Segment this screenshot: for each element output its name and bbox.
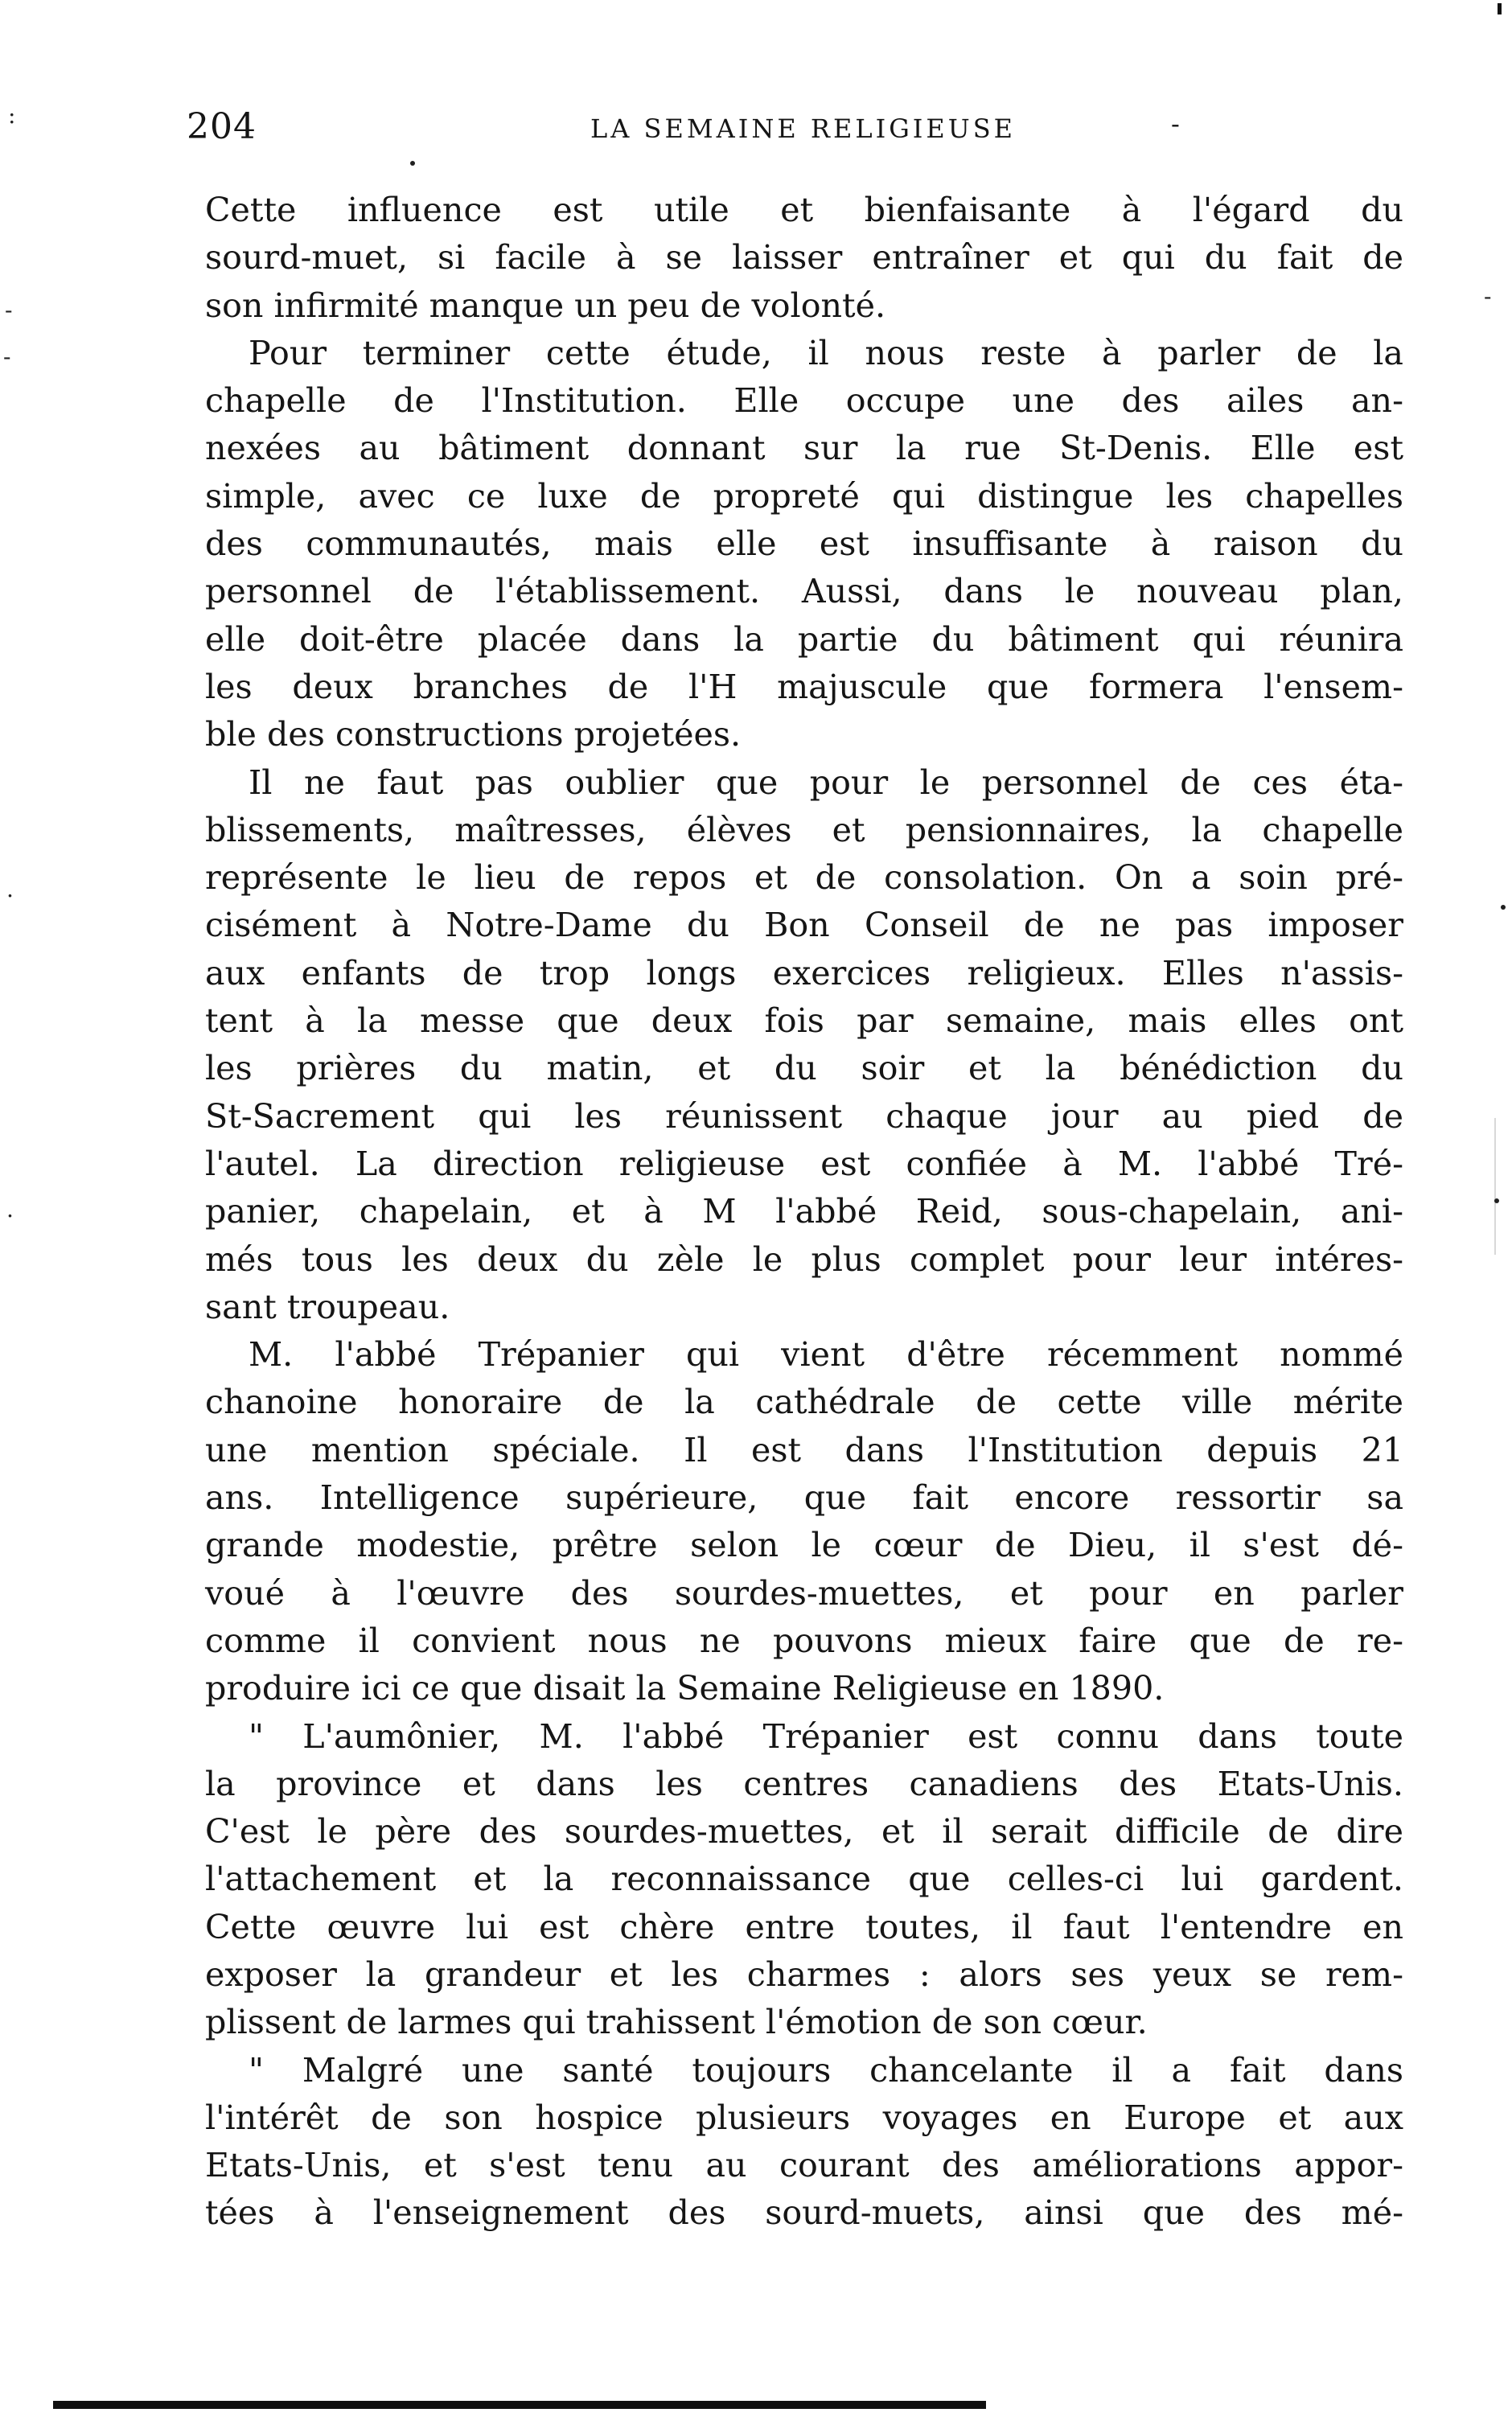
print-speck — [1494, 1198, 1499, 1203]
text-line-29: grande modestie, prêtre selon le cœur de Dieu, il s'est dé- — [205, 1526, 1403, 1565]
left-margin-mark-4: . — [6, 876, 14, 902]
text-line-30: voué à l'œuvre des sourdes-muettes, et pour en parler — [205, 1573, 1403, 1613]
text-line-5: chapelle de l'Institution. Elle occupe une des ailes an- — [205, 381, 1403, 421]
left-margin-mark-5: . — [6, 1196, 14, 1223]
text-line-34: la province et dans les centres canadiens des Etats-Unis. — [205, 1764, 1403, 1803]
print-speck — [410, 161, 415, 166]
print-speck — [1501, 905, 1506, 910]
text-line-6: nexées au bâtiment donnant sur la rue St-Denis. Elle est — [205, 429, 1403, 468]
text-line-31: comme il convient nous ne pouvons mieux faire que de re- — [205, 1621, 1403, 1660]
text-line-36: l'attachement et la reconnaissance que celles-ci lui gardent. — [205, 1860, 1403, 1899]
page-header — [187, 103, 1409, 159]
text-line-38: exposer la grandeur et les charmes : alors ses yeux se rem- — [205, 1954, 1403, 1994]
header-ornament: - — [1171, 109, 1180, 139]
left-margin-mark-3: - — [3, 343, 11, 370]
text-line-40: " Malgré une santé toujours chancelante il a fait dans — [249, 2050, 1403, 2090]
text-line-18: tent à la messe que deux fois par semaine, mais elles ont — [205, 1001, 1403, 1041]
text-line-10: elle doit-être placée dans la partie du bâtiment qui réunira — [205, 619, 1403, 659]
running-title: LA SEMAINE RELIGIEUSE — [590, 113, 1017, 144]
bottom-scan-rule — [53, 2401, 986, 2409]
text-line-35: C'est le père des sourdes-muettes, et il serait difficile de dire — [205, 1812, 1403, 1852]
text-line-32: produire ici ce que disait la Semaine Religieuse en 1890. — [205, 1669, 1165, 1708]
text-line-15: représente le lieu de repos et de consolation. On a soin pré- — [205, 858, 1403, 898]
text-line-7: simple, avec ce luxe de propreté qui distingue les chapelles — [205, 476, 1403, 516]
text-line-27: une mention spéciale. Il est dans l'Institution depuis 21 — [205, 1430, 1403, 1469]
top-edge-mark — [1498, 3, 1502, 14]
text-line-43: tées à l'enseignement des sourd-muets, ainsi que des mé- — [205, 2193, 1403, 2233]
text-line-28: ans. Intelligence supérieure, que fait encore ressortir sa — [205, 1478, 1403, 1518]
text-line-13: Il ne faut pas oublier que pour le personnel de ces éta- — [249, 762, 1403, 802]
text-line-16: cisément à Notre-Dame du Bon Conseil de ne pas imposer — [205, 906, 1403, 945]
text-line-11: les deux branches de l'H majuscule que formera l'ensem- — [205, 667, 1403, 706]
text-line-25: M. l'abbé Trépanier qui vient d'être récemment nommé — [249, 1335, 1403, 1375]
text-line-24: sant troupeau. — [205, 1287, 450, 1326]
text-line-8: des communautés, mais elle est insuffisante à raison du — [205, 524, 1403, 564]
text-line-14: blissements, maîtresses, élèves et pensionnaires, la chapelle — [205, 810, 1403, 849]
right-margin-mark-1: - — [1484, 283, 1492, 310]
text-line-4: Pour terminer cette étude, il nous reste à parler de la — [249, 333, 1403, 372]
text-line-20: St-Sacrement qui les réunissent chaque jour au pied de — [205, 1096, 1403, 1136]
left-margin-mark-1: : — [8, 102, 16, 129]
text-line-3: son infirmité manque un peu de volonté. — [205, 286, 886, 325]
text-line-2: sourd-muet, si facile à se laisser entraîner et qui du fait de — [205, 238, 1403, 277]
text-line-42: Etats-Unis, et s'est tenu au courant des améliorations appor- — [205, 2146, 1403, 2185]
text-line-26: chanoine honoraire de la cathédrale de cette ville mérite — [205, 1383, 1403, 1422]
text-line-23: més tous les deux du zèle le plus complet pour leur intéres- — [205, 1239, 1403, 1279]
text-line-39: plissent de larmes qui trahissent l'émotion de son cœur. — [205, 2003, 1148, 2042]
left-margin-mark-2: - — [5, 297, 13, 323]
text-line-12: ble des constructions projetées. — [205, 715, 742, 754]
text-line-19: les prières du matin, et du soir et la bénédiction du — [205, 1049, 1403, 1088]
text-line-33: " L'aumônier, M. l'abbé Trépanier est connu dans toute — [249, 1716, 1403, 1756]
text-line-22: panier, chapelain, et à M l'abbé Reid, sous-chapelain, ani- — [205, 1192, 1403, 1231]
text-line-9: personnel de l'établissement. Aussi, dans le nouveau plan, — [205, 572, 1403, 611]
article-body — [205, 187, 1403, 2294]
text-line-37: Cette œuvre lui est chère entre toutes, il faut l'entendre en — [205, 1907, 1403, 1946]
page-number: 204 — [187, 106, 257, 147]
text-line-17: aux enfants de trop longs exercices religieux. Elles n'assis- — [205, 953, 1403, 993]
text-line-21: l'autel. La direction religieuse est confiée à M. l'abbé Tré- — [205, 1144, 1403, 1183]
text-line-41: l'intérêt de son hospice plusieurs voyages en Europe et aux — [205, 2098, 1403, 2137]
text-line-1: Cette influence est utile et bienfaisante à l'égard du — [205, 191, 1403, 229]
scan-artifact-line — [1494, 1118, 1496, 1255]
